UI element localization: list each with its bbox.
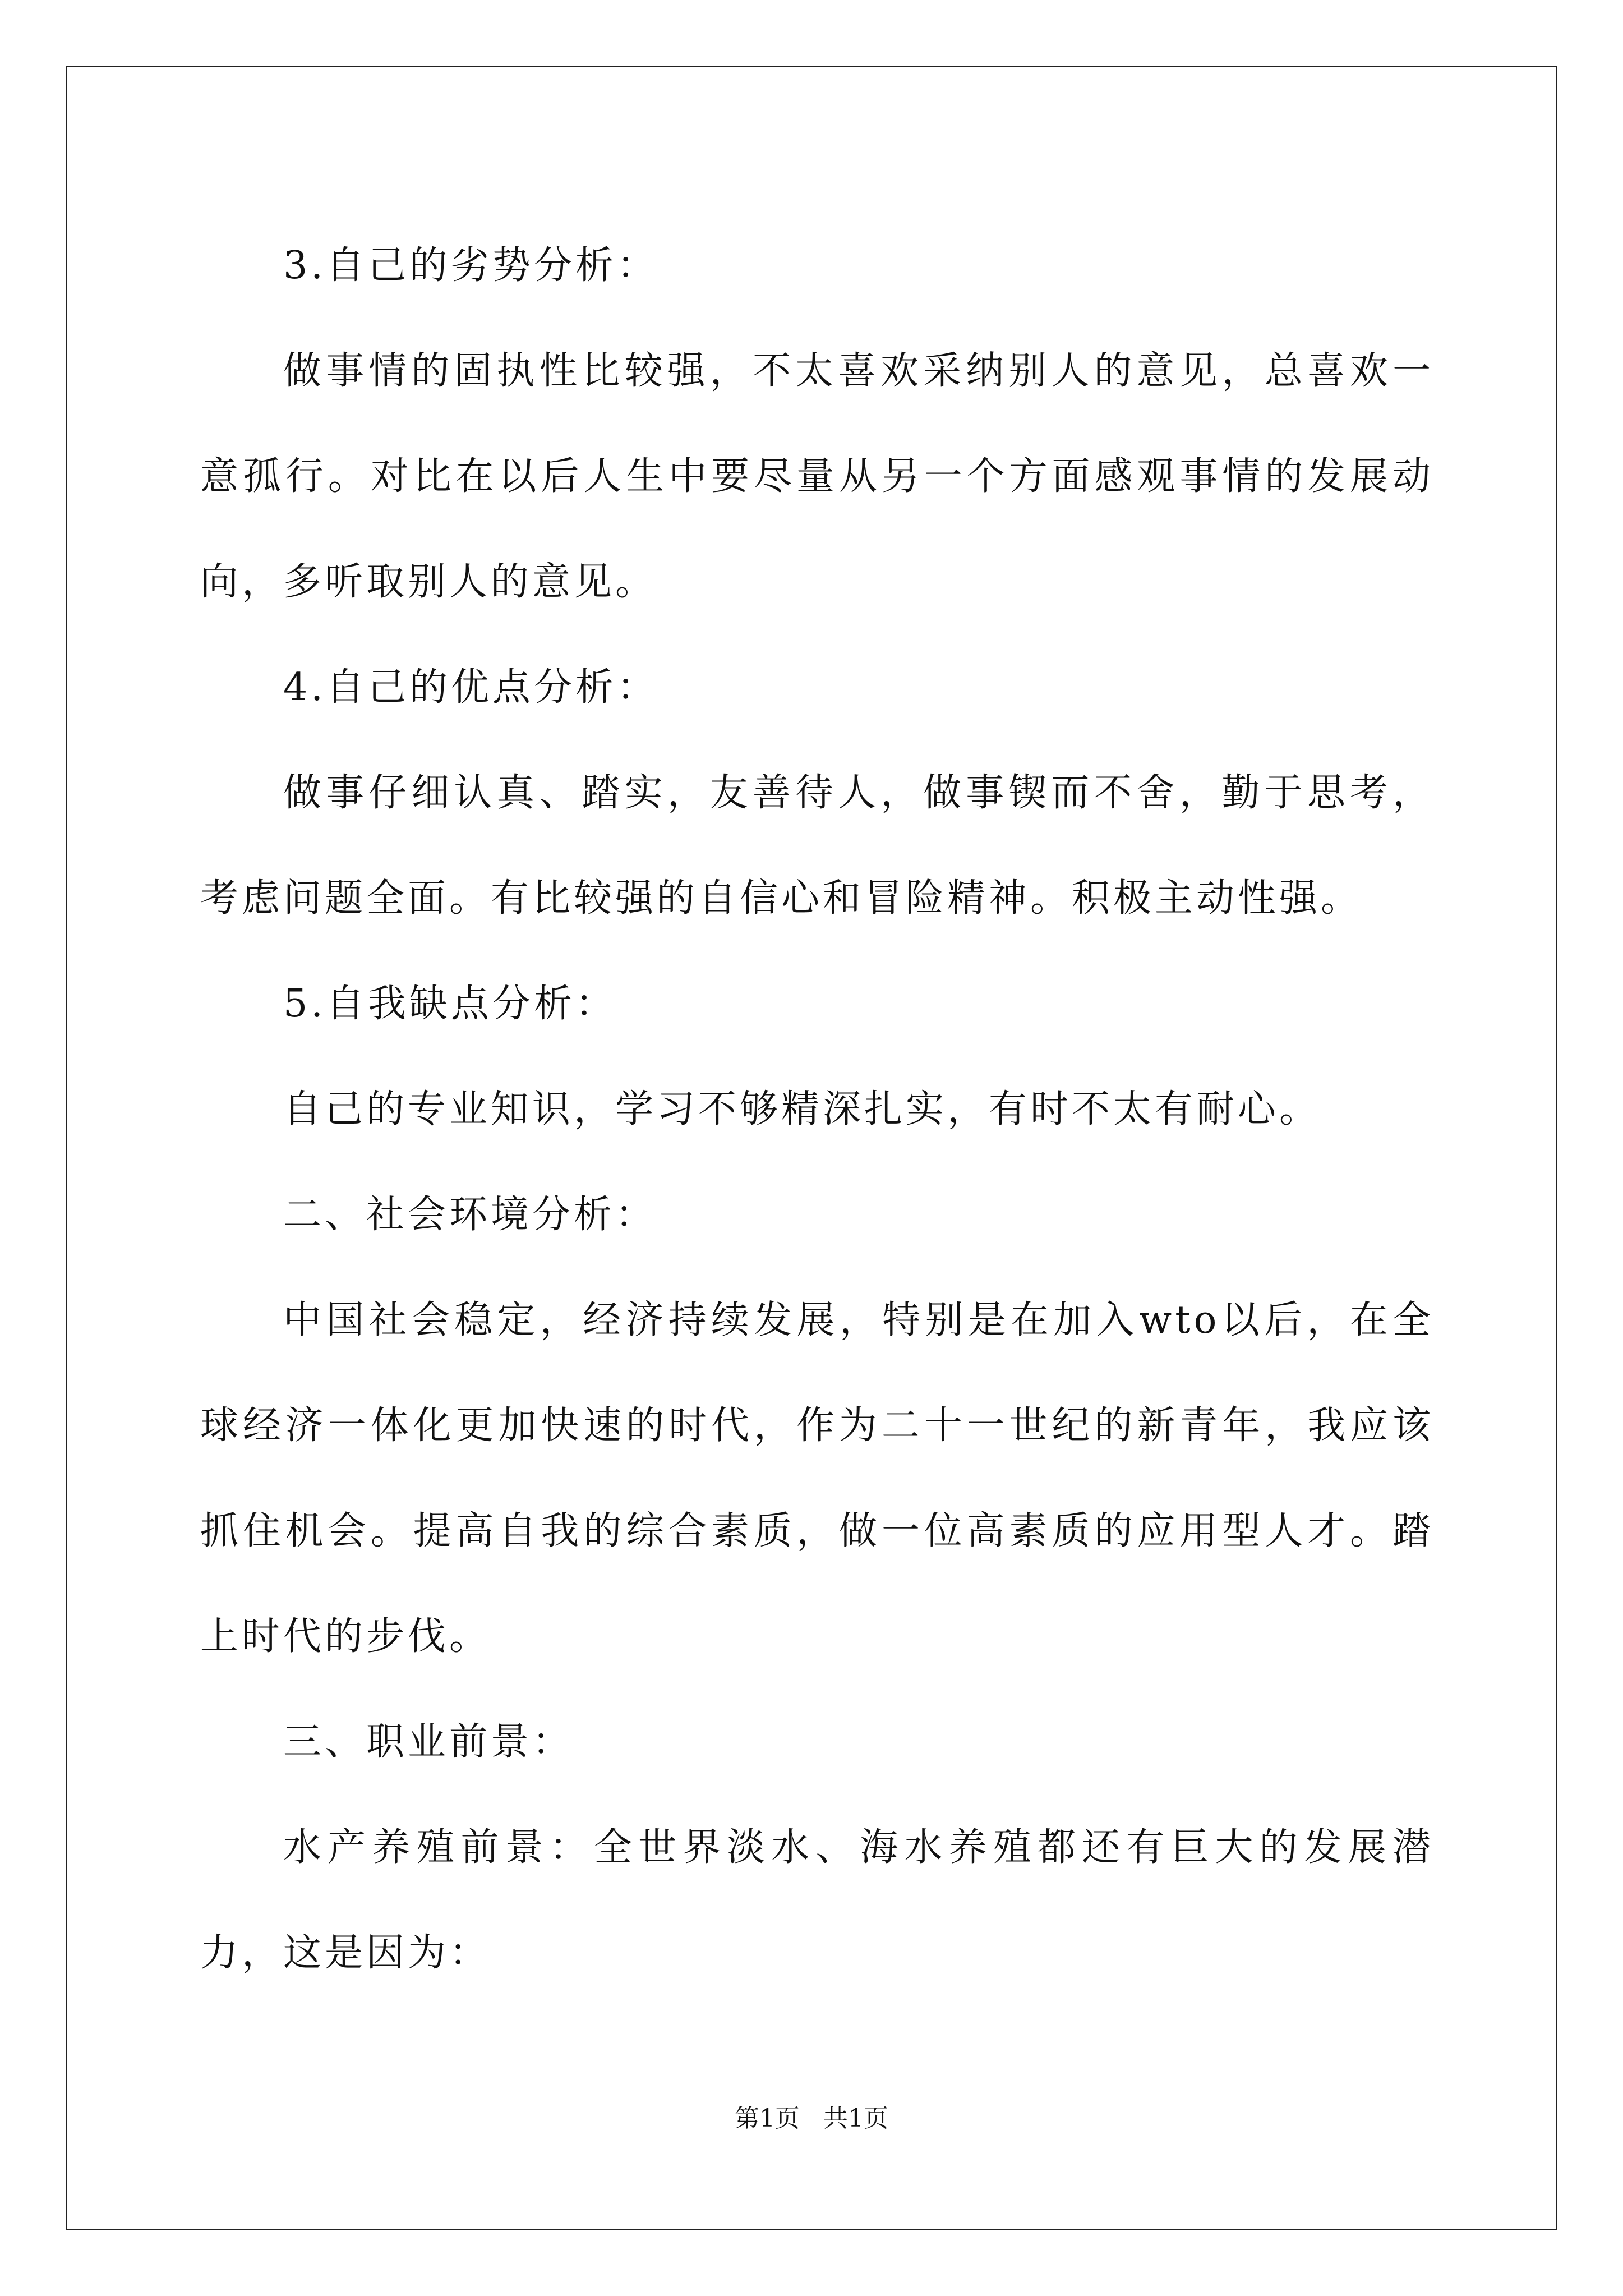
paragraph: 4.自己的优点分析： <box>283 665 658 710</box>
document-body <box>200 213 1434 2006</box>
paragraph: 中国社会稳定，经济持续发展，特别是在加入wto以后，在全球经济一体化更加快速的时代，作为二十一世纪的新青年，我应该抓住机会。提高自我的综合素质，做一位高素质的应用型人才。踏上时代的步伐。 <box>200 1298 1434 1659</box>
paragraph: 做事情的固执性比较强，不太喜欢采纳别人的意见，总喜欢一意孤行。对比在以后人生中要尽量从另一个方面感观事情的发展动向，多听取别人的意见。 <box>200 349 1434 604</box>
paragraph: 三、职业前景： <box>283 1720 574 1764</box>
paragraph: 二、社会环境分析： <box>283 1193 657 1237</box>
paragraph: 5.自我缺点分析： <box>283 982 617 1026</box>
paragraph: 自己的专业知识，学习不够精深扎实，有时不太有耐心。 <box>283 1087 1321 1131</box>
paragraph: 做事仔细认真、踏实，友善待人，做事锲而不舍，勤于思考，考虑问题全面。有比较强的自信心和冒险精神。积极主动性强。 <box>200 771 1434 921</box>
paragraph: 水产养殖前景：全世界淡水、海水养殖都还有巨大的发展潜力，这是因为： <box>200 1825 1434 1975</box>
page-footer: 第1页 共1页 <box>735 2104 888 2133</box>
paragraph: 3.自己的劣势分析： <box>283 243 658 288</box>
